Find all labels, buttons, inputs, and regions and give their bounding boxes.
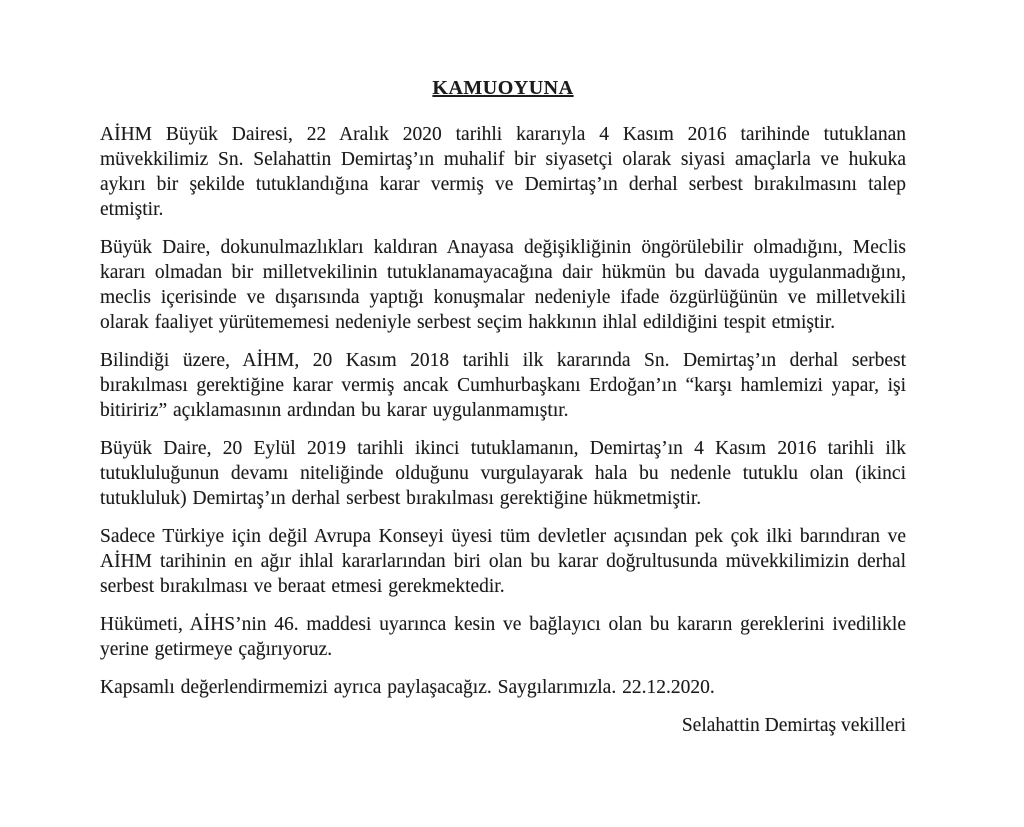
paragraph-5: Sadece Türkiye için değil Avrupa Konseyi üyesi tüm devletler açısından pek çok ilki barındıran ve AİHM tarihinin en ağır ihlal kararlarından biri olan bu karar doğrultusunda müvekkilimizin derhal serbest bırakılması ve beraat etmesi gerekmektedir. (100, 526, 906, 597)
paragraph-4: Büyük Daire, 20 Eylül 2019 tarihli ikinci tutuklamanın, Demirtaş’ın 4 Kasım 2016 tarihli ilk tutukluluğunun devamı niteliğinde olduğunu vurgulayarak hala bu nedenle tutuklu olan (ikinci tutukluluk) Demirtaş’ın derhal serbest bırakılması gerektiğine hükmetmiştir. (100, 438, 906, 509)
paragraph-6: Hükümeti, AİHS’nin 46. maddesi uyarınca kesin ve bağlayıcı olan bu kararın gereklerini ivedilikle yerine getirmeye çağırıyoruz. (100, 614, 906, 660)
paragraph-1: AİHM Büyük Dairesi, 22 Aralık 2020 tarihli kararıyla 4 Kasım 2016 tarihinde tutuklanan müvekkilimiz Sn. Selahattin Demirtaş’ın muhalif bir siyasetçi olarak siyasi amaçlarla ve hukuka aykırı bir şekilde tutuklandığına karar vermiş ve Demirtaş’ın derhal serbest bırakılmasını talep etmiştir. (100, 124, 906, 220)
paragraph-7: Kapsamlı değerlendirmemizi ayrıca paylaşacağız. Saygılarımızla. 22.12.2020. (100, 677, 715, 698)
paragraph-2: Büyük Daire, dokunulmazlıkları kaldıran Anayasa değişikliğinin öngörülebilir olmadığını, Meclis kararı olmadan bir milletvekilinin tutuklanamayacağına dair hükmün bu davada uygulanmadığını, meclis içerisinde ve dışarısında yaptığı konuşmalar nedeniyle ifade özgürlüğünün ve milletvekili olarak faaliyet yürütememesi nedeniyle serbest seçim hakkının ihlal edildiğini tespit etmiştir. (100, 237, 906, 333)
paragraph-3: Bilindiği üzere, AİHM, 20 Kasım 2018 tarihli ilk kararında Sn. Demirtaş’ın derhal serbest bırakılması gerektiğine karar vermiş ancak Cumhurbaşkanı Erdoğan’ın “karşı hamlemizi yapar, işi bitiririz” açıklamasının ardından bu karar uygulanmamıştır. (100, 350, 906, 421)
document-title: KAMUOYUNA (432, 77, 574, 99)
signature: Selahattin Demirtaş vekilleri (681, 715, 906, 736)
